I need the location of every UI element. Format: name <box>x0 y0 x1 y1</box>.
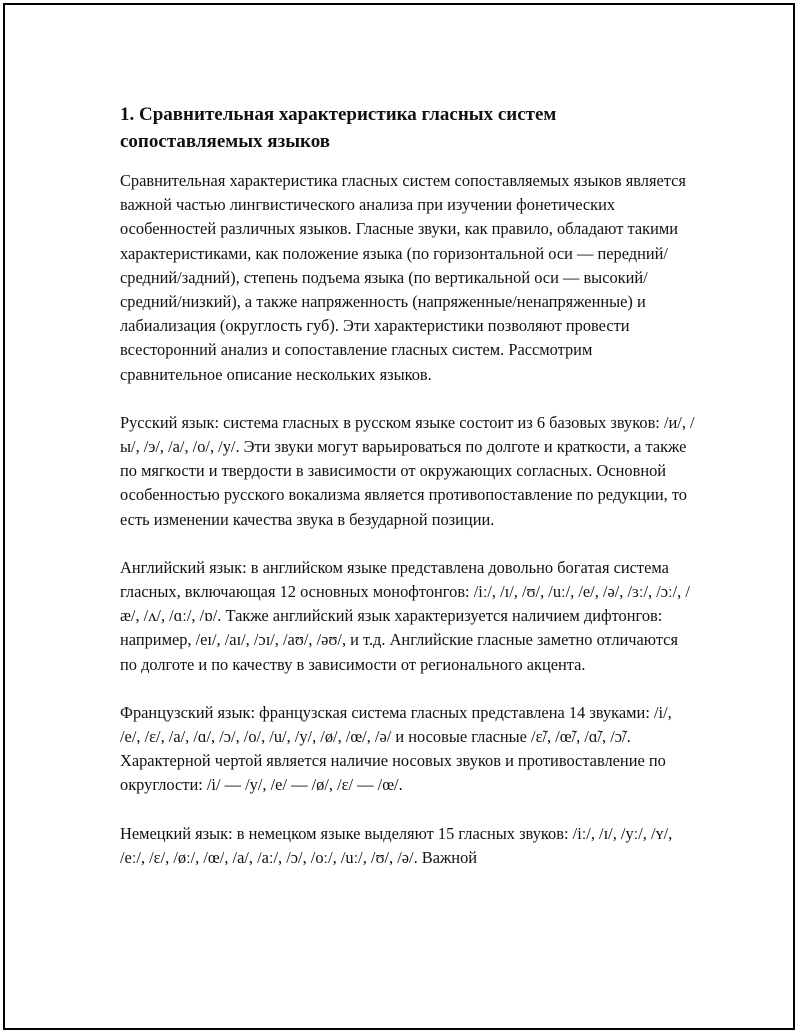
paragraph-english: Английский язык: в английском языке представлена довольно богатая система гласных, включающая 12 основных монофтонгов: /iː/, /ɪ/, /ʊ/, /uː/, /e/, /ə/, /ɜː/, /ɔː/, /æ/, /ʌ/, /ɑː/, /ɒ/. Также английский язык характеризуется наличием дифтонгов: например, /eɪ/, /aɪ/, /ɔɪ/, /aʊ/, /əʊ/, и т.д. Английские гласные заметно отличаются по долготе и по качеству в зависимости от регионального акцента. <box>120 557 690 674</box>
document-page <box>3 3 795 1030</box>
section-heading: 1. Сравнительная характеристика гласных систем сопоставляемых языков <box>120 104 557 152</box>
paragraph-german: Немецкий язык: в немецком языке выделяют 15 гласных звуков: /iː/, /ɪ/, /yː/, /ʏ/, /eː/, /ɛ/, /øː/, /œ/, /a/, /aː/, /ɔ/, /oː/, /uː/, /ʊ/, /ə/. Важной <box>120 823 673 867</box>
paragraph-russian: Русский язык: система гласных в русском языке состоит из 6 базовых звуков: /и/, /ы/, /э/, /а/, /о/, /у/. Эти звуки могут варьироваться по долготе и краткости, а также по мягкости и твердости в зависимости от окружающих согласных. Основной особенностью русского вокализма является противопоставление по редукции, то есть изменении качества звука в безударной позиции. <box>120 412 695 529</box>
document-body <box>120 101 695 894</box>
paragraph-intro: Сравнительная характеристика гласных систем сопоставляемых языков является важной частью лингвистического анализа при изучении фонетических особенностей различных языков. Гласные звуки, как правило, обладают такими характеристиками, как положение языка (по горизонтальной оси — передний/средний/задний), степень подъема языка (по вертикальной оси — высокий/средний/низкий), а также напряженность (напряженные/ненапряженные) и лабиализация (округлость губ). Эти характеристики позволяют провести всесторонний анализ и сопоставление гласных систем. Рассмотрим сравнительное описание нескольких языков. <box>120 171 686 384</box>
paragraph-french: Французский язык: французская система гласных представлена 14 звуками: /i/, /e/, /ɛ/, /a/, /ɑ/, /ɔ/, /o/, /u/, /y/, /ø/, /œ/, /ə/ и носовые гласные /ɛ̃/, /œ̃/, /ɑ̃/, /ɔ̃/. Характерной чертой является наличие носовых звуков и противоставление по округлости: /i/ — /y/, /e/ — /ø/, /ɛ/ — /œ/. <box>120 702 672 795</box>
